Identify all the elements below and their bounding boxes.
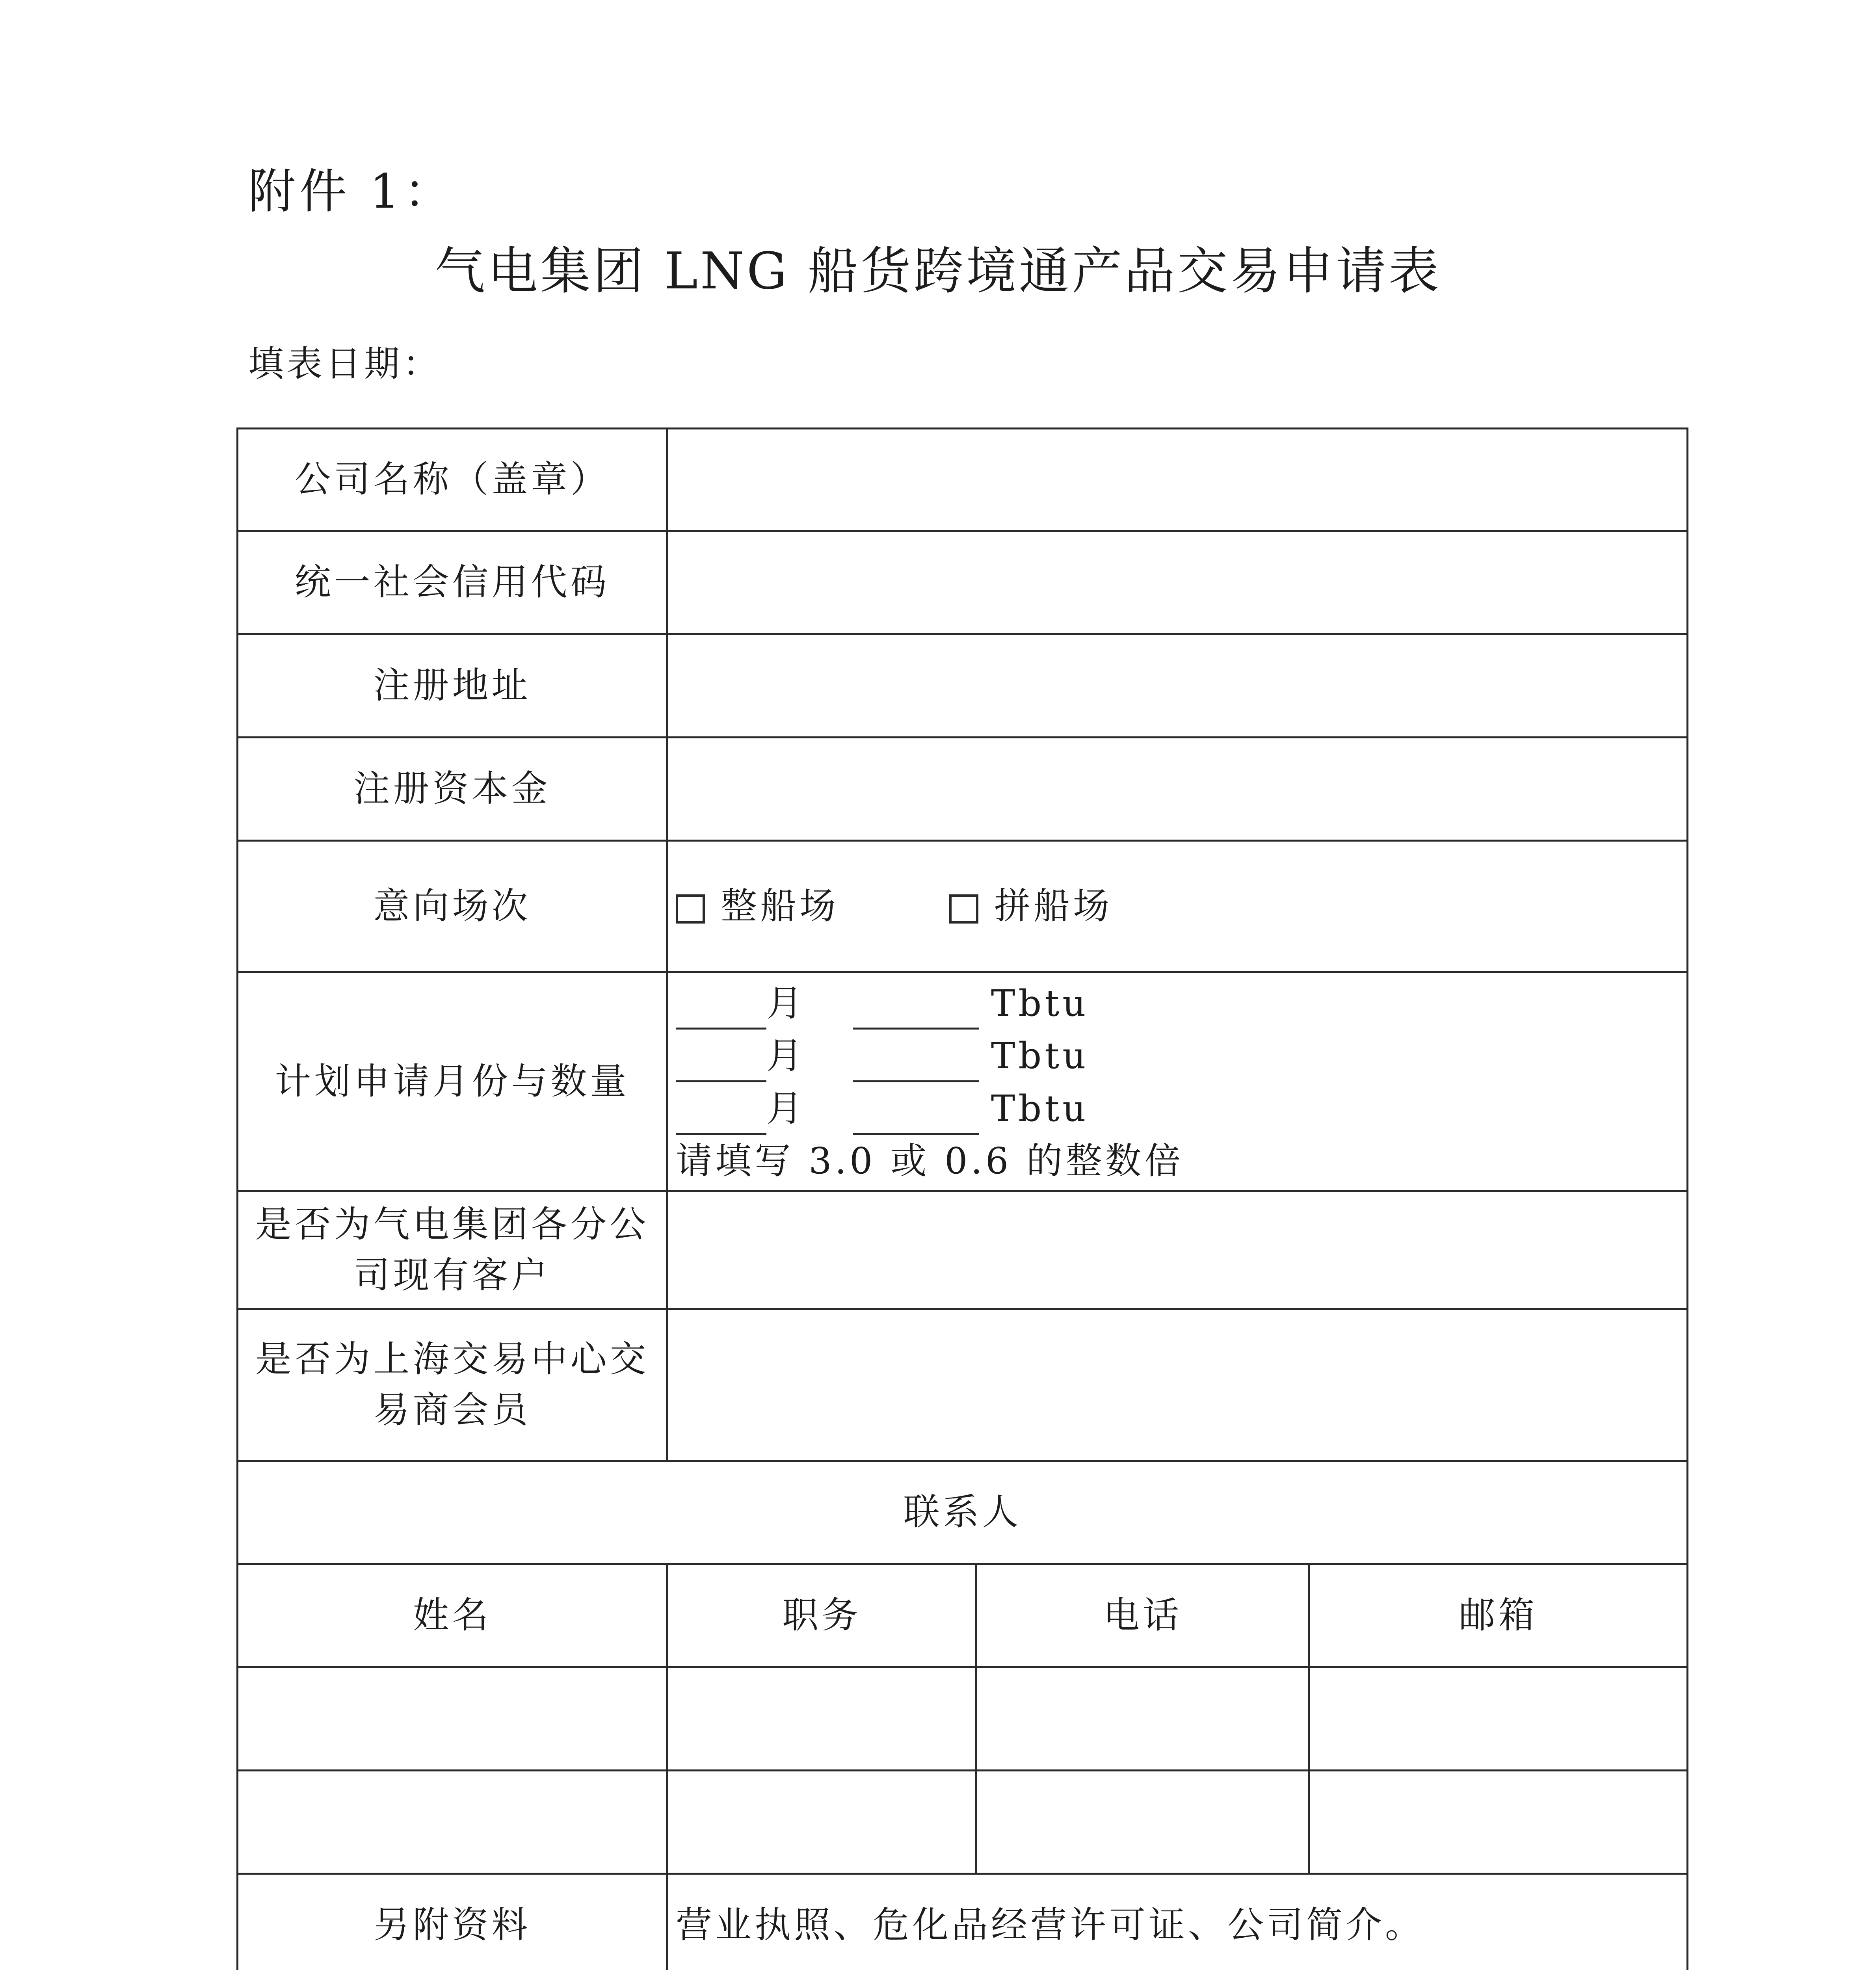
address-field[interactable] [667, 634, 1688, 738]
plan-hint: 请填写 3.0 或 0.6 的整数倍 [676, 1140, 1184, 1182]
existing-customer-row [238, 1191, 1688, 1309]
company-name-row [238, 429, 1688, 531]
contact-phone-cell[interactable] [976, 1771, 1309, 1874]
quantity-unit: Tbtu [991, 1087, 1089, 1130]
month-unit: 月 [766, 982, 806, 1024]
plan-entries [667, 972, 1688, 1191]
contact-name-cell[interactable] [238, 1667, 667, 1771]
credit-code-field[interactable] [667, 531, 1688, 634]
quantity-unit: Tbtu [991, 1035, 1089, 1077]
contact-name-cell[interactable] [238, 1771, 667, 1874]
contact-title-cell[interactable] [667, 1771, 976, 1874]
month-unit: 月 [766, 1087, 806, 1130]
address-label: 注册地址 [238, 634, 667, 738]
attachments-row [238, 1874, 1688, 1970]
capital-label: 注册资本金 [238, 738, 667, 841]
plan-line [676, 1082, 1679, 1135]
contact-col-phone: 电话 [976, 1564, 1309, 1667]
credit-code-row [238, 531, 1688, 634]
existing-customer-label: 是否为气电集团各分公司现有客户 [238, 1191, 667, 1309]
address-row [238, 634, 1688, 738]
form-title: 气电集团 LNG 船货跨境通产品交易申请表 [435, 242, 1441, 301]
company-name-label: 公司名称（盖章） [238, 429, 667, 531]
attachments-label: 另附资料 [238, 1874, 667, 1970]
fill-date-label: 填表日期： [248, 343, 441, 385]
quantity-blank[interactable] [853, 1049, 979, 1082]
plan-row [238, 972, 1688, 1191]
contact-email-cell[interactable] [1309, 1667, 1688, 1771]
member-label: 是否为上海交易中心交易商会员 [238, 1309, 667, 1461]
capital-row [238, 738, 1688, 841]
attachments-value: 营业执照、危化品经营许可证、公司简介。 [667, 1874, 1688, 1970]
credit-code-label: 统一社会信用代码 [238, 531, 667, 634]
plan-line [676, 977, 1679, 1030]
option-full-ship[interactable] [676, 881, 839, 932]
intent-row [238, 841, 1688, 972]
checkbox-icon[interactable] [949, 894, 978, 924]
application-form-table [236, 427, 1688, 1970]
contact-row [238, 1771, 1688, 1874]
intent-options [667, 841, 1688, 972]
quantity-blank[interactable] [853, 996, 979, 1030]
quantity-unit: Tbtu [991, 982, 1089, 1024]
company-name-field[interactable] [667, 429, 1688, 531]
quantity-blank[interactable] [853, 1101, 979, 1135]
intent-label: 意向场次 [238, 841, 667, 972]
month-blank[interactable] [676, 1101, 766, 1135]
member-row [238, 1309, 1688, 1461]
checkbox-icon[interactable] [676, 894, 705, 924]
plan-label: 计划申请月份与数量 [238, 972, 667, 1191]
contact-title-cell[interactable] [667, 1667, 976, 1771]
capital-field[interactable] [667, 738, 1688, 841]
option-full-ship-label: 整船场 [721, 885, 839, 927]
contact-col-title: 职务 [667, 1564, 976, 1667]
month-blank[interactable] [676, 996, 766, 1030]
month-unit: 月 [766, 1035, 806, 1077]
month-blank[interactable] [676, 1049, 766, 1082]
contact-header-row [238, 1461, 1688, 1564]
contact-col-email: 邮箱 [1309, 1564, 1688, 1667]
contact-col-name: 姓名 [238, 1564, 667, 1667]
option-shared-ship-label: 拼船场 [994, 885, 1113, 927]
attachment-label: 附件 1： [248, 164, 455, 219]
option-shared-ship[interactable] [949, 881, 1112, 932]
contact-email-cell[interactable] [1309, 1771, 1688, 1874]
contact-header: 联系人 [238, 1461, 1688, 1564]
contact-columns-row [238, 1564, 1688, 1667]
existing-customer-field[interactable] [667, 1191, 1688, 1309]
contact-phone-cell[interactable] [976, 1667, 1309, 1771]
member-field[interactable] [667, 1309, 1688, 1461]
contact-row [238, 1667, 1688, 1771]
plan-line [676, 1030, 1679, 1082]
